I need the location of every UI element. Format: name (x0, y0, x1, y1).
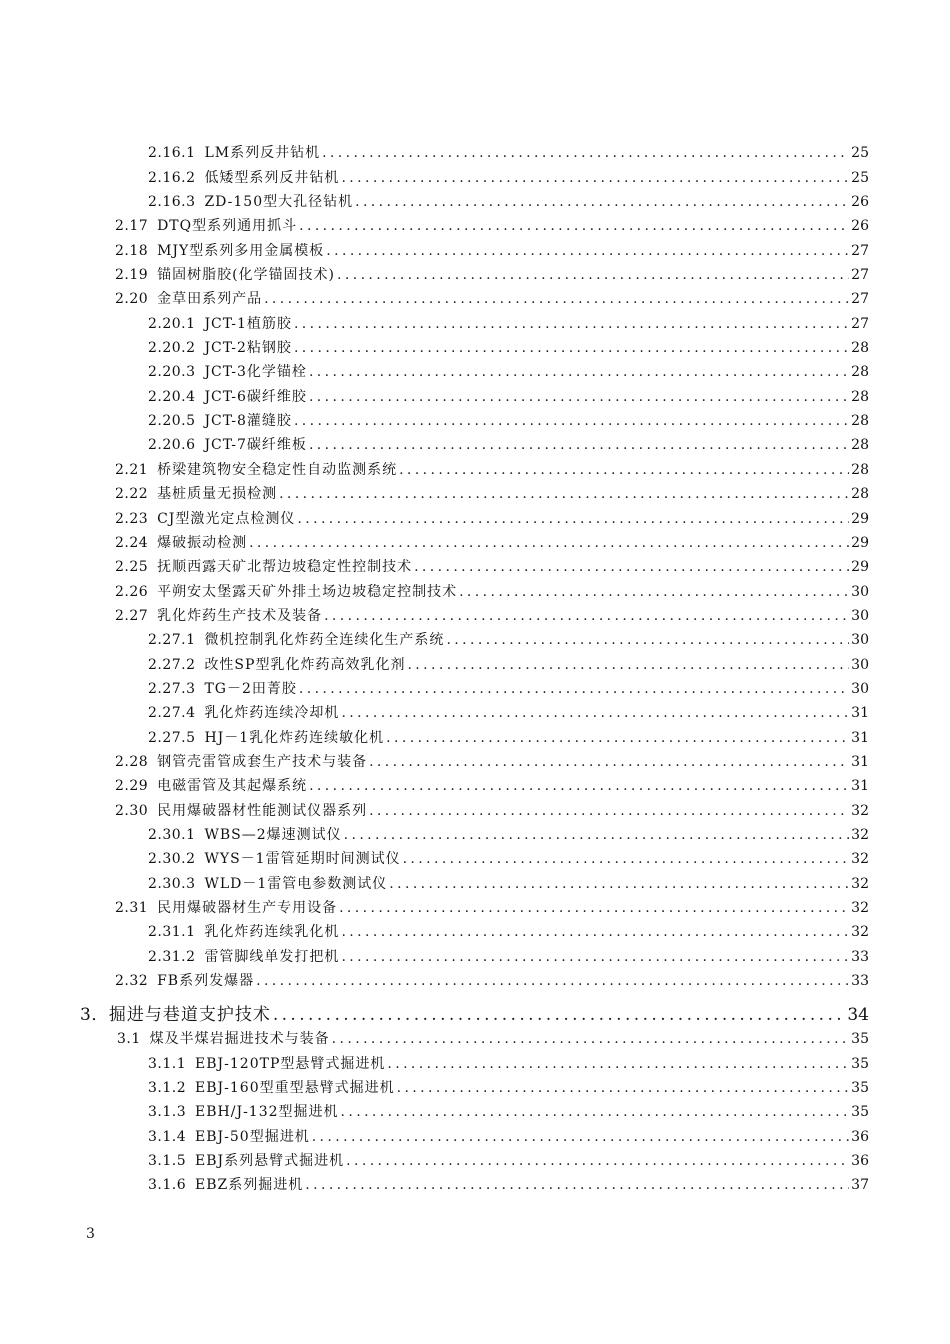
toc-entry-title: 基桩质量无损检测 (157, 486, 278, 503)
toc-entry-page: 30 (851, 656, 869, 673)
toc-entry-gap (196, 704, 205, 722)
toc-entry-number: 2.30.1 (148, 826, 196, 843)
toc-entry[interactable] (0, 771, 950, 795)
toc-entry-title: 抚顺西露天矿北帮边坡稳定性控制技术 (157, 559, 413, 576)
toc-entry[interactable] (0, 406, 950, 430)
toc-entry[interactable] (0, 625, 950, 649)
toc-entry-number: 2.16.3 (148, 194, 196, 211)
toc-block-chapter-3 (0, 996, 950, 1194)
toc-entry-number: 2.31.2 (148, 948, 196, 965)
toc-entry[interactable] (0, 430, 950, 454)
toc-entry-gap (196, 193, 205, 211)
toc-entry[interactable] (0, 893, 950, 917)
toc-entry[interactable] (0, 1121, 950, 1145)
toc-entry[interactable] (0, 747, 950, 771)
toc-entry[interactable] (0, 1073, 950, 1097)
toc-entry[interactable] (0, 1024, 950, 1048)
toc-entry[interactable] (0, 649, 950, 673)
toc-entry-title: 微机控制乳化炸药全连续化生产系统 (204, 632, 445, 649)
toc-entry-title: 雷管脚线单发打把机 (204, 948, 340, 965)
toc-entry-page: 26 (851, 218, 869, 235)
toc-entry[interactable] (0, 844, 950, 868)
toc-entry-gap (196, 875, 205, 893)
toc-entry-gap (148, 607, 157, 625)
toc-entry[interactable] (0, 187, 950, 211)
toc-entry-number: 2.20.4 (148, 388, 196, 405)
toc-entry-title: 民用爆破器材性能测试仪器系列 (157, 802, 368, 819)
toc-entry-number: 2.16.2 (148, 169, 196, 186)
toc-entry[interactable] (0, 1146, 950, 1170)
toc-entry[interactable] (0, 479, 950, 503)
toc-entry-gap (148, 777, 157, 795)
toc-entry-number: 2.23 (115, 510, 149, 527)
toc-entry-page: 32 (851, 802, 869, 819)
toc-entry-number: 3.1 (117, 1031, 141, 1048)
toc-entry-number: 2.17 (115, 218, 149, 235)
toc-entry-title: TG－2田菁胶 (204, 680, 297, 697)
toc-entry[interactable] (0, 381, 950, 405)
toc-entry-number: 2.27.5 (148, 729, 196, 746)
toc-entry-gap (148, 802, 157, 820)
toc-entry-title: 桥梁建筑物安全稳定性自动监测系统 (157, 461, 398, 478)
toc-entry[interactable] (0, 917, 950, 941)
toc-entry-title: 平朔安太堡露天矿外排土场边坡稳定控制技术 (157, 583, 458, 600)
toc-leader-dots (341, 923, 849, 941)
toc-entry-title: 电磁雷管及其起爆系统 (157, 778, 308, 795)
toc-leader-dots (332, 1030, 850, 1048)
toc-entry-gap (148, 242, 157, 260)
toc-entry-number: 2.26 (115, 583, 149, 600)
toc-leader-dots (299, 217, 849, 235)
toc-entry-number: 3.1.2 (148, 1080, 187, 1097)
toc-entry-gap (186, 1103, 195, 1121)
toc-entry-page: 31 (851, 753, 869, 770)
toc-entry-page: 28 (851, 340, 869, 357)
toc-entry-gap (148, 290, 157, 308)
toc-entry-page: 31 (851, 729, 869, 746)
toc-entry-page: 33 (851, 948, 869, 965)
toc-entry-gap (196, 169, 205, 187)
toc-entry-page: 30 (851, 583, 869, 600)
toc-leader-dots (249, 534, 849, 552)
toc-leader-dots (297, 510, 849, 528)
toc-entry[interactable] (0, 503, 950, 527)
toc-entry-gap (148, 510, 157, 528)
toc-leader-dots (322, 144, 849, 162)
toc-leader-dots (446, 631, 849, 649)
toc-entry[interactable] (0, 966, 950, 990)
toc-entry-number: 2.21 (115, 461, 149, 478)
toc-entry-number: 2.18 (115, 242, 149, 259)
toc-entry-number: 3． (80, 1005, 109, 1026)
toc-leader-dots (294, 412, 849, 430)
toc-entry-gap (148, 534, 157, 552)
toc-leader-dots (387, 1055, 849, 1073)
toc-entry-number: 2.28 (115, 753, 149, 770)
toc-leader-dots (341, 169, 849, 187)
toc-entry-gap (148, 972, 157, 990)
toc-entry-number: 2.27 (115, 607, 149, 624)
toc-entry-title: WBS—2爆速测试仪 (204, 826, 342, 843)
toc-entry-number: 2.22 (115, 486, 149, 503)
toc-entry-title: 乳化炸药连续冷却机 (204, 705, 340, 722)
toc-entry-gap (148, 583, 157, 601)
toc-entry-gap (148, 266, 157, 284)
toc-leader-dots (369, 802, 849, 820)
toc-entry-page: 32 (851, 851, 869, 868)
toc-entry-page: 37 (851, 1177, 869, 1194)
toc-leader-dots (341, 1103, 850, 1121)
toc-entry-gap (186, 1079, 195, 1097)
toc-entry-page: 28 (851, 388, 869, 405)
toc-entry-title: DTQ型系列通用抓斗 (157, 218, 298, 235)
toc-entry-page: 28 (851, 461, 869, 478)
toc-leader-dots (326, 242, 849, 260)
toc-entry-page: 26 (851, 194, 869, 211)
toc-entry-title: ZD-150型大孔径钻机 (204, 194, 354, 211)
toc-leader-dots (312, 1128, 849, 1146)
toc-entry[interactable] (0, 552, 950, 576)
toc-entry-page: 36 (851, 1128, 869, 1145)
toc-entry-number: 2.19 (115, 267, 149, 284)
toc-entry-gap (196, 144, 205, 162)
toc-entry-page: 35 (851, 1031, 869, 1048)
toc-entry-page: 28 (851, 486, 869, 503)
toc-entry-title: JCT-3化学锚栓 (204, 364, 307, 381)
toc-entry-title: JCT-1植筋胶 (204, 315, 292, 332)
toc-entry-gap (196, 850, 205, 868)
toc-entry-page: 32 (851, 826, 869, 843)
toc-entry[interactable] (0, 235, 950, 259)
toc-leader-dots (337, 266, 849, 284)
toc-entry-number: 3.1.4 (148, 1128, 187, 1145)
toc-entry-title: JCT-7碳纤维板 (204, 437, 307, 454)
toc-entry-page: 25 (851, 145, 869, 162)
toc-leader-dots (273, 1006, 846, 1024)
toc-entry-page: 28 (851, 364, 869, 381)
toc-entry-gap (148, 899, 157, 917)
toc-entry-page: 30 (851, 680, 869, 697)
toc-entry-page: 27 (851, 291, 869, 308)
toc-entry-title: EBJ系列悬臂式掘进机 (195, 1153, 345, 1170)
toc-entry-number: 2.27.3 (148, 680, 196, 697)
table-of-contents (0, 138, 950, 1194)
toc-leader-dots (324, 607, 849, 625)
toc-entry-gap (141, 1030, 150, 1048)
toc-entry-page: 28 (851, 437, 869, 454)
toc-leader-dots (344, 826, 850, 844)
toc-block-chapter-2 (0, 138, 950, 990)
toc-entry-number: 2.27.2 (148, 656, 196, 673)
toc-entry[interactable] (0, 601, 950, 625)
toc-entry-gap (186, 1152, 195, 1170)
toc-leader-dots (309, 777, 849, 795)
toc-entry-number: 2.20 (115, 291, 149, 308)
toc-entry-gap (196, 923, 205, 941)
toc-leader-dots (339, 899, 849, 917)
toc-entry-title: FB系列发爆器 (157, 973, 255, 990)
toc-entry-title: MJY型系列多用金属模板 (157, 242, 325, 259)
toc-entry-gap (196, 631, 205, 649)
toc-entry-title: LM系列反井钻机 (204, 145, 321, 162)
toc-leader-dots (279, 485, 849, 503)
toc-entry-page: 29 (851, 510, 869, 527)
toc-entry-gap (148, 461, 157, 479)
toc-entry[interactable] (0, 698, 950, 722)
toc-entry-page: 31 (851, 705, 869, 722)
toc-leader-dots (305, 1176, 849, 1194)
toc-entry[interactable] (0, 820, 950, 844)
toc-entry-page: 30 (851, 607, 869, 624)
toc-entry-title: 改性SP型乳化炸药高效乳化剂 (204, 656, 406, 673)
toc-entry-title: EBZ系列掘进机 (195, 1177, 304, 1194)
toc-entry-title: EBH/J-132型掘进机 (195, 1104, 339, 1121)
toc-entry-title: CJ型激光定点检测仪 (157, 510, 296, 527)
toc-entry[interactable] (0, 211, 950, 235)
toc-leader-dots (256, 972, 849, 990)
toc-entry[interactable] (0, 576, 950, 600)
toc-entry[interactable] (0, 284, 950, 308)
toc-entry-page: 34 (847, 1005, 869, 1026)
toc-entry[interactable] (0, 138, 950, 162)
toc-entry-title: 乳化炸药连续乳化机 (204, 924, 340, 941)
toc-leader-dots (355, 193, 849, 211)
toc-entry-gap (148, 485, 157, 503)
toc-entry-gap (196, 680, 205, 698)
toc-entry-page: 29 (851, 534, 869, 551)
toc-entry[interactable] (0, 308, 950, 332)
toc-entry[interactable] (0, 941, 950, 965)
toc-leader-dots (341, 948, 849, 966)
toc-entry[interactable] (0, 357, 950, 381)
toc-entry[interactable] (0, 260, 950, 284)
toc-entry-gap (148, 217, 157, 235)
toc-entry[interactable] (0, 1097, 950, 1121)
page-number: 3 (86, 1226, 95, 1242)
toc-entry-page: 31 (851, 778, 869, 795)
toc-entry-page: 27 (851, 315, 869, 332)
toc-entry-page: 36 (851, 1153, 869, 1170)
toc-leader-dots (264, 290, 849, 308)
toc-entry-title: WYS－1雷管延期时间测试仪 (204, 851, 401, 868)
toc-entry-title: EBJ-120TP型悬臂式掘进机 (195, 1055, 386, 1072)
toc-leader-dots (309, 436, 849, 454)
toc-entry-gap (186, 1176, 195, 1194)
toc-entry-title: 锚固树脂胶(化学锚固技术) (157, 267, 336, 284)
toc-entry-gap (186, 1128, 195, 1146)
toc-entry[interactable] (0, 1170, 950, 1194)
toc-leader-dots (386, 729, 849, 747)
toc-leader-dots (403, 850, 850, 868)
toc-entry[interactable] (0, 333, 950, 357)
toc-entry-number: 2.16.1 (148, 145, 196, 162)
toc-entry[interactable] (0, 868, 950, 892)
toc-leader-dots (346, 1152, 849, 1170)
toc-entry-gap (148, 753, 157, 771)
toc-entry-title: JCT-2粘钢胶 (204, 340, 292, 357)
toc-entry-number: 3.1.5 (148, 1153, 187, 1170)
toc-entry-number: 2.24 (115, 534, 149, 551)
toc-leader-dots (309, 363, 849, 381)
toc-entry-page: 35 (851, 1055, 869, 1072)
toc-entry-number: 2.20.3 (148, 364, 196, 381)
toc-leader-dots (397, 1079, 850, 1097)
toc-leader-dots (299, 680, 849, 698)
toc-entry-number: 2.20.1 (148, 315, 196, 332)
toc-entry-gap (196, 826, 205, 844)
toc-entry[interactable] (0, 528, 950, 552)
toc-entry-title: JCT-8灌缝胶 (204, 413, 292, 430)
toc-entry-title: 掘进与巷道支护技术 (108, 1005, 271, 1026)
toc-leader-dots (294, 339, 849, 357)
toc-leader-dots (459, 583, 849, 601)
toc-entry-gap (148, 558, 157, 576)
toc-entry-gap (196, 948, 205, 966)
toc-entry-page: 25 (851, 169, 869, 186)
toc-entry-number: 2.30 (115, 802, 149, 819)
toc-entry[interactable] (0, 162, 950, 186)
toc-entry-page: 32 (851, 875, 869, 892)
toc-entry-page: 27 (851, 242, 869, 259)
toc-leader-dots (369, 753, 849, 771)
toc-leader-dots (414, 558, 849, 576)
toc-entry-page: 28 (851, 413, 869, 430)
toc-leader-dots (309, 388, 849, 406)
toc-entry-title: 低矮型系列反井钻机 (204, 169, 340, 186)
toc-entry-title: EBJ-160型重型悬臂式掘进机 (195, 1080, 395, 1097)
toc-entry[interactable] (0, 674, 950, 698)
toc-entry-number: 2.31.1 (148, 924, 196, 941)
toc-entry-number: 2.27.4 (148, 705, 196, 722)
toc-entry[interactable] (0, 795, 950, 819)
toc-entry-number: 2.31 (115, 900, 149, 916)
toc-entry[interactable] (0, 454, 950, 478)
toc-leader-dots (294, 315, 849, 333)
toc-entry-gap (196, 656, 205, 674)
toc-leader-dots (407, 656, 849, 674)
toc-entry-title: 钢管壳雷管成套生产技术与装备 (157, 753, 368, 770)
toc-entry-title: 民用爆破器材生产专用设备 (157, 900, 338, 916)
toc-leader-dots (341, 704, 849, 722)
toc-entry-number: 3.1.3 (148, 1104, 187, 1121)
toc-entry-title: WLD－1雷管电参数测试仪 (204, 875, 388, 892)
toc-entry-title: 金草田系列产品 (157, 291, 263, 308)
toc-entry[interactable] (0, 1048, 950, 1072)
toc-entry-gap (196, 729, 205, 747)
toc-entry-title: JCT-6碳纤维胶 (204, 388, 307, 405)
toc-entry-number: 2.30.2 (148, 851, 196, 868)
toc-entry-number: 2.20.2 (148, 340, 196, 357)
toc-entry-number: 2.29 (115, 778, 149, 795)
toc-entry[interactable] (0, 996, 950, 1024)
toc-entry-page: 30 (851, 632, 869, 649)
toc-entry-page: 29 (851, 559, 869, 576)
toc-entry-page: 35 (851, 1080, 869, 1097)
toc-entry-number: 2.25 (115, 559, 149, 576)
toc-entry-page: 27 (851, 267, 869, 284)
toc-entry[interactable] (0, 722, 950, 746)
toc-entry-page: 32 (851, 924, 869, 941)
toc-entry-number: 2.30.3 (148, 875, 196, 892)
toc-entry-title: 爆破振动检测 (157, 534, 248, 551)
toc-entry-gap (186, 1055, 195, 1073)
toc-entry-number: 3.1.6 (148, 1177, 187, 1194)
toc-entry-page: 32 (851, 900, 869, 916)
toc-entry-number: 2.32 (115, 973, 149, 990)
toc-entry-page: 33 (851, 973, 869, 990)
toc-entry-title: HJ－1乳化炸药连续敏化机 (204, 729, 385, 746)
toc-leader-dots (399, 461, 849, 479)
toc-entry-number: 2.20.6 (148, 437, 196, 454)
toc-entry-title: EBJ-50型掘进机 (195, 1128, 310, 1145)
toc-entry-number: 2.20.5 (148, 413, 196, 430)
toc-entry-title: 煤及半煤岩掘进技术与装备 (149, 1031, 330, 1048)
toc-entry-number: 3.1.1 (148, 1055, 187, 1072)
toc-entry-page: 35 (851, 1104, 869, 1121)
toc-leader-dots (389, 875, 849, 893)
toc-entry-number: 2.27.1 (148, 632, 196, 649)
toc-entry-title: 乳化炸药生产技术及装备 (157, 607, 323, 624)
